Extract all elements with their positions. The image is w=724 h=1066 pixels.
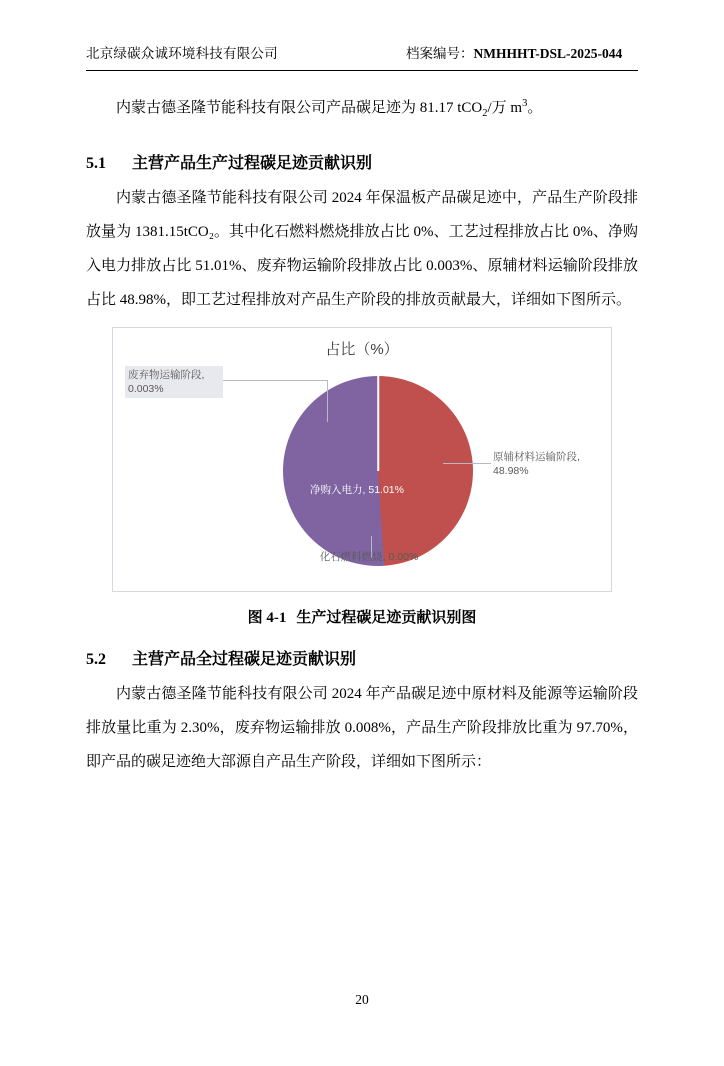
section-number-52: 5.2 bbox=[86, 651, 106, 668]
pie-label-raw-material-transport: 原辅材料运输阶段, 48.98% bbox=[493, 451, 580, 477]
intro-text-before: 内蒙古德圣隆节能科技有限公司产品碳足迹为 81.17 tCO bbox=[116, 100, 483, 116]
pie-label-waste-transport: 废弃物运输阶段, 0.003% bbox=[125, 366, 223, 398]
leader-line-waste-2 bbox=[327, 380, 328, 422]
header-divider bbox=[86, 70, 638, 71]
figure-caption-number: 图 4-1 bbox=[247, 610, 287, 626]
intro-text-after: 。 bbox=[527, 100, 543, 116]
page-header bbox=[86, 42, 638, 68]
intro-paragraph bbox=[86, 87, 638, 131]
pie-slice-divider bbox=[377, 376, 379, 471]
section-51-paragraph: 内蒙古德圣隆节能科技有限公司 2024 年保温板产品碳足迹中，产品生产阶段排放量为 1381.15tCO₂。其中化石燃料燃烧排放占比 0%、工艺过程排放占比 0%、净购入电力排放占比 51.01%、废弃物运输阶段排放占比 0.003%、原辅材料运输阶段排放占比 48.98%，即工艺过程排放对产品生产阶段的排放贡献最大，详细如下图所示。 bbox=[86, 190, 638, 308]
figure-caption-text: 生产过程碳足迹贡献识别图 bbox=[296, 610, 477, 626]
page-number: 20 bbox=[355, 992, 369, 1007]
leader-line-raw bbox=[443, 463, 491, 464]
header-archive-number bbox=[406, 42, 622, 62]
section-title-52: 主营产品全过程碳足迹贡献识别 bbox=[132, 651, 357, 668]
archive-label: 档案编号： bbox=[406, 46, 474, 61]
leader-line-waste bbox=[221, 380, 327, 381]
section-number-51: 5.1 bbox=[86, 155, 106, 172]
section-heading-52 bbox=[86, 645, 638, 675]
intro-text-mid: /万 m bbox=[487, 100, 523, 116]
chart-title: 占比（%） bbox=[325, 341, 399, 358]
pie-label-fossil-fuel: 化石燃料燃烧, 0.00% bbox=[319, 551, 419, 563]
section-52-paragraph: 内蒙古德圣隆节能科技有限公司 2024 年产品碳足迹中原材料及能源等运输阶段排放量比重为 2.30%，废弃物运输排放 0.008%，产品生产阶段排放比重为 97.70%，即产品的碳足迹绝大部源自产品生产阶段，详细如下图所示： bbox=[86, 686, 638, 770]
archive-code: NMHHHT-DSL-2025-044 bbox=[473, 46, 623, 61]
section-heading-51 bbox=[86, 149, 638, 179]
intro-subscript: 2 bbox=[482, 108, 488, 119]
header-company-name: 北京绿碳众诚环境科技有限公司 bbox=[86, 46, 278, 61]
pie-chart bbox=[283, 376, 473, 566]
intro-superscript: 3 bbox=[522, 98, 528, 109]
document-page bbox=[0, 42, 724, 1066]
pie-label-purchased-power: 净购入电力, 51.01% bbox=[310, 484, 404, 496]
figure-caption bbox=[86, 606, 638, 627]
section-title-51: 主营产品生产过程碳足迹贡献识别 bbox=[132, 155, 373, 172]
figure-chart-4-1 bbox=[112, 327, 612, 592]
